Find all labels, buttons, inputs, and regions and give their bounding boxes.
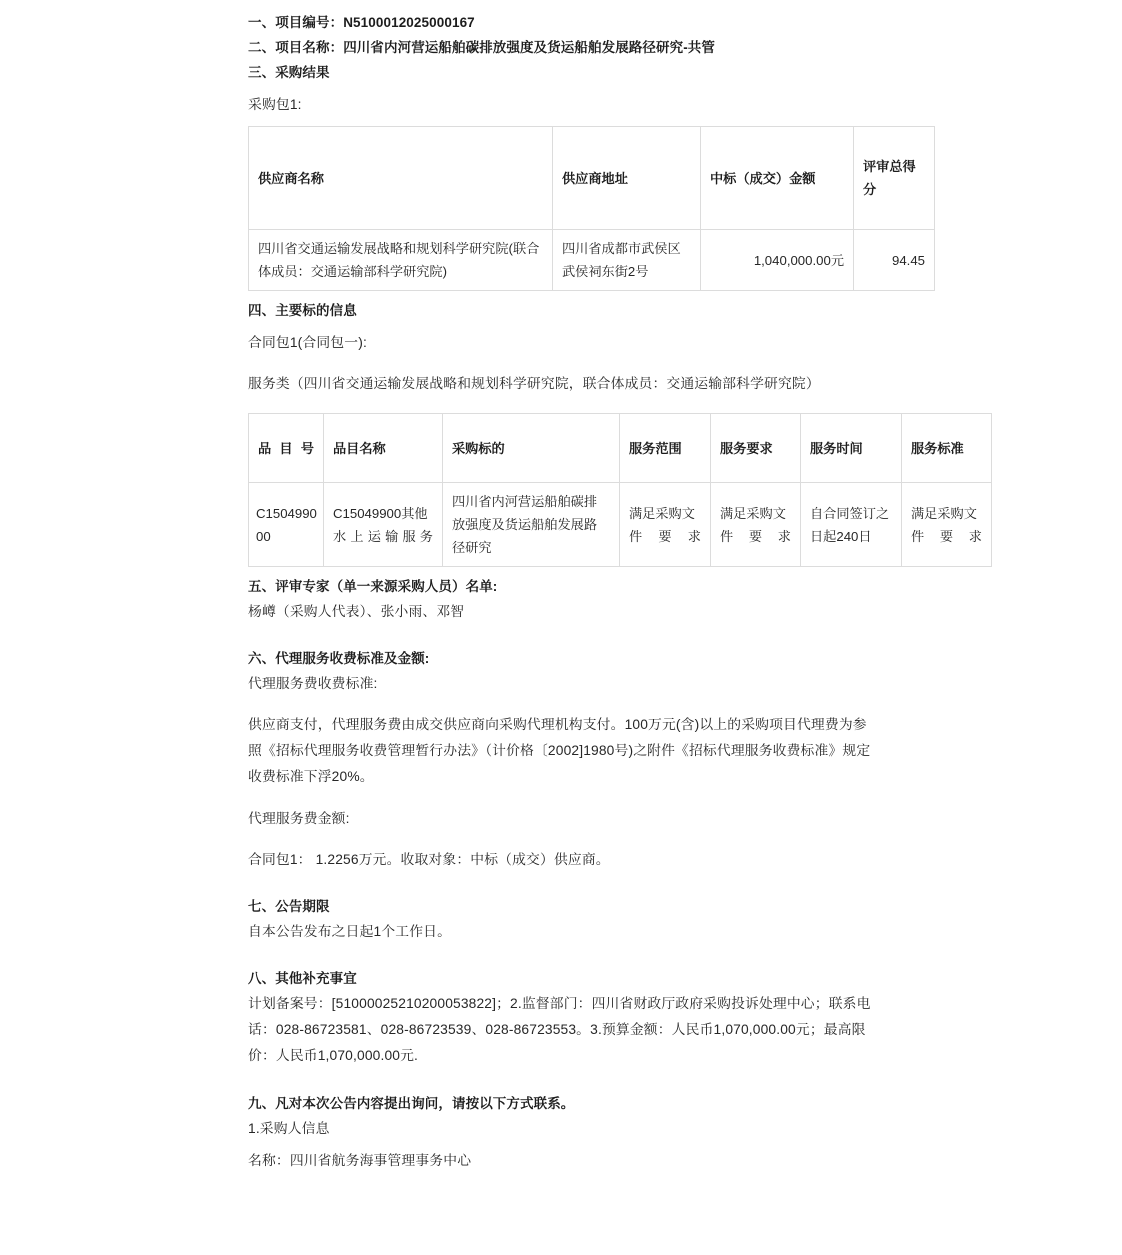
spacer <box>248 291 878 298</box>
cell-procurement-object: 四川省内河营运船舶碳排放强度及货运船舶发展路径研究 <box>443 483 620 567</box>
section-other-matters <box>248 966 878 991</box>
spacer <box>248 323 878 330</box>
section-number: 二、 <box>248 40 276 55</box>
section-label: 项目名称： <box>275 40 344 55</box>
section-label: 主要标的信息 <box>275 303 357 318</box>
other-matters-body: 计划备案号：[51000025210200053822]；2.监督部门：四川省财政厅政府采购投诉处理中心；联系电话：028-86723581、028-86723539、028-86723553。3.预算金额：人民币1,070,000.00元；最高限价：人民币1,070,000.00元. <box>248 996 871 1063</box>
purchaser-name-value: 四川省航务海事管理事务中心 <box>289 1153 472 1168</box>
section-number: 七、 <box>248 899 276 914</box>
section-project-number <box>248 10 878 35</box>
spacer <box>248 397 878 404</box>
section-label: 凡对本次公告内容提出询问，请按以下方式联系。 <box>275 1096 575 1111</box>
section-label: 项目编号： <box>275 15 344 30</box>
agency-fee-amount-body: 合同包1： 1.2256万元。收取对象：中标（成交）供应商。 <box>248 852 610 867</box>
cell-award-amount: 1,040,000.00元 <box>701 230 854 291</box>
section-agency-fee <box>248 646 878 671</box>
purchaser-name-line <box>248 1148 878 1173</box>
section-label: 采购结果 <box>275 65 330 80</box>
spacer <box>248 567 878 574</box>
col-item-name: 品目名称 <box>324 414 443 483</box>
col-service-scope: 服务范围 <box>620 414 711 483</box>
table-row <box>249 483 992 567</box>
section-main-target-info <box>248 298 878 323</box>
col-supplier-name: 供应商名称 <box>249 127 553 230</box>
cell-supplier-address: 四川省成都市武侯区武侯祠东街2号 <box>553 230 701 291</box>
service-description: 服务类（四川省交通运输发展战略和规划科学研究院，联合体成员：交通运输部科学研究院） <box>248 376 820 391</box>
section-number: 九、 <box>248 1096 276 1111</box>
spacer <box>248 872 878 894</box>
spacer <box>248 831 878 847</box>
document-body <box>248 10 982 1173</box>
procurement-package-label: 采购包1: <box>248 97 302 112</box>
table-header-row <box>249 414 992 483</box>
table-header-row <box>249 127 935 230</box>
table-row <box>249 230 935 291</box>
agency-fee-amount-label: 代理服务费金额: <box>248 811 350 826</box>
section-project-name <box>248 35 878 60</box>
col-item-code: 品目号 <box>249 414 324 483</box>
section-label: 公告期限 <box>275 899 330 914</box>
section-procurement-result <box>248 60 878 85</box>
main-target-table <box>248 413 992 567</box>
section-label: 代理服务收费标准及金额: <box>275 651 430 666</box>
cell-supplier-name: 四川省交通运输发展战略和规划科学研究院(联合体成员：交通运输部科学研究院) <box>249 230 553 291</box>
cell-service-standard: 满足采购文件要求 <box>902 483 992 567</box>
agency-fee-standard-label: 代理服务费收费标准: <box>248 676 378 691</box>
cell-item-name: C15049900其他水上运输服务 <box>324 483 443 567</box>
announcement-period-body: 自本公告发布之日起1个工作日。 <box>248 924 452 939</box>
procurement-result-table <box>248 126 935 291</box>
spacer <box>248 1069 878 1091</box>
cell-service-requirement: 满足采购文件要求 <box>711 483 801 567</box>
spacer <box>248 624 878 646</box>
section-review-experts <box>248 574 878 599</box>
section-number: 八、 <box>248 971 276 986</box>
spacer <box>248 696 878 712</box>
section-number: 六、 <box>248 651 276 666</box>
purchaser-name-label: 名称： <box>248 1153 290 1168</box>
spacer <box>248 1141 878 1148</box>
project-number-value: N5100012025000167 <box>343 15 475 30</box>
section-label: 其他补充事宜 <box>275 971 357 986</box>
table-head <box>249 414 992 483</box>
col-procurement-object: 采购标的 <box>443 414 620 483</box>
cell-service-scope: 满足采购文件要求 <box>620 483 711 567</box>
cell-review-score: 94.45 <box>854 230 935 291</box>
section-number: 一、 <box>248 15 276 30</box>
table-body <box>249 230 935 291</box>
section-number: 五、 <box>248 579 276 594</box>
section-number: 四、 <box>248 303 276 318</box>
project-name-value: 四川省内河营运船舶碳排放强度及货运船舶发展路径研究-共管 <box>343 40 715 55</box>
col-service-requirement: 服务要求 <box>711 414 801 483</box>
table-head <box>249 127 935 230</box>
review-expert-names: 杨嶟（采购人代表）、张小雨、邓智 <box>248 604 465 619</box>
section-number: 三、 <box>248 65 276 80</box>
col-award-amount: 中标（成交）金额 <box>701 127 854 230</box>
col-supplier-address: 供应商地址 <box>553 127 701 230</box>
contract-package-label: 合同包1(合同包一): <box>248 335 367 350</box>
spacer <box>248 85 878 92</box>
section-announcement-period <box>248 894 878 919</box>
spacer <box>248 355 878 371</box>
col-service-standard: 服务标准 <box>902 414 992 483</box>
spacer <box>248 944 878 966</box>
section-label: 评审专家（单一来源采购人员）名单: <box>275 579 498 594</box>
cell-service-period: 自合同签订之日起240日 <box>801 483 902 567</box>
purchaser-info-heading: 1.采购人信息 <box>248 1121 330 1136</box>
col-service-period: 服务时间 <box>801 414 902 483</box>
col-review-score: 评审总得分 <box>854 127 935 230</box>
spacer <box>248 790 878 806</box>
cell-item-code: C150499000 <box>249 483 324 567</box>
section-contact <box>248 1091 878 1116</box>
table-body <box>249 483 992 567</box>
agency-fee-standard-body: 供应商支付，代理服务费由成交供应商向采购代理机构支付。100万元(含)以上的采购项目代理费为参照《招标代理服务收费管理暂行办法》（计价格〔2002]1980号)之附件《招标代理服务收费标准》规定收费标准下浮20%。 <box>248 717 871 784</box>
